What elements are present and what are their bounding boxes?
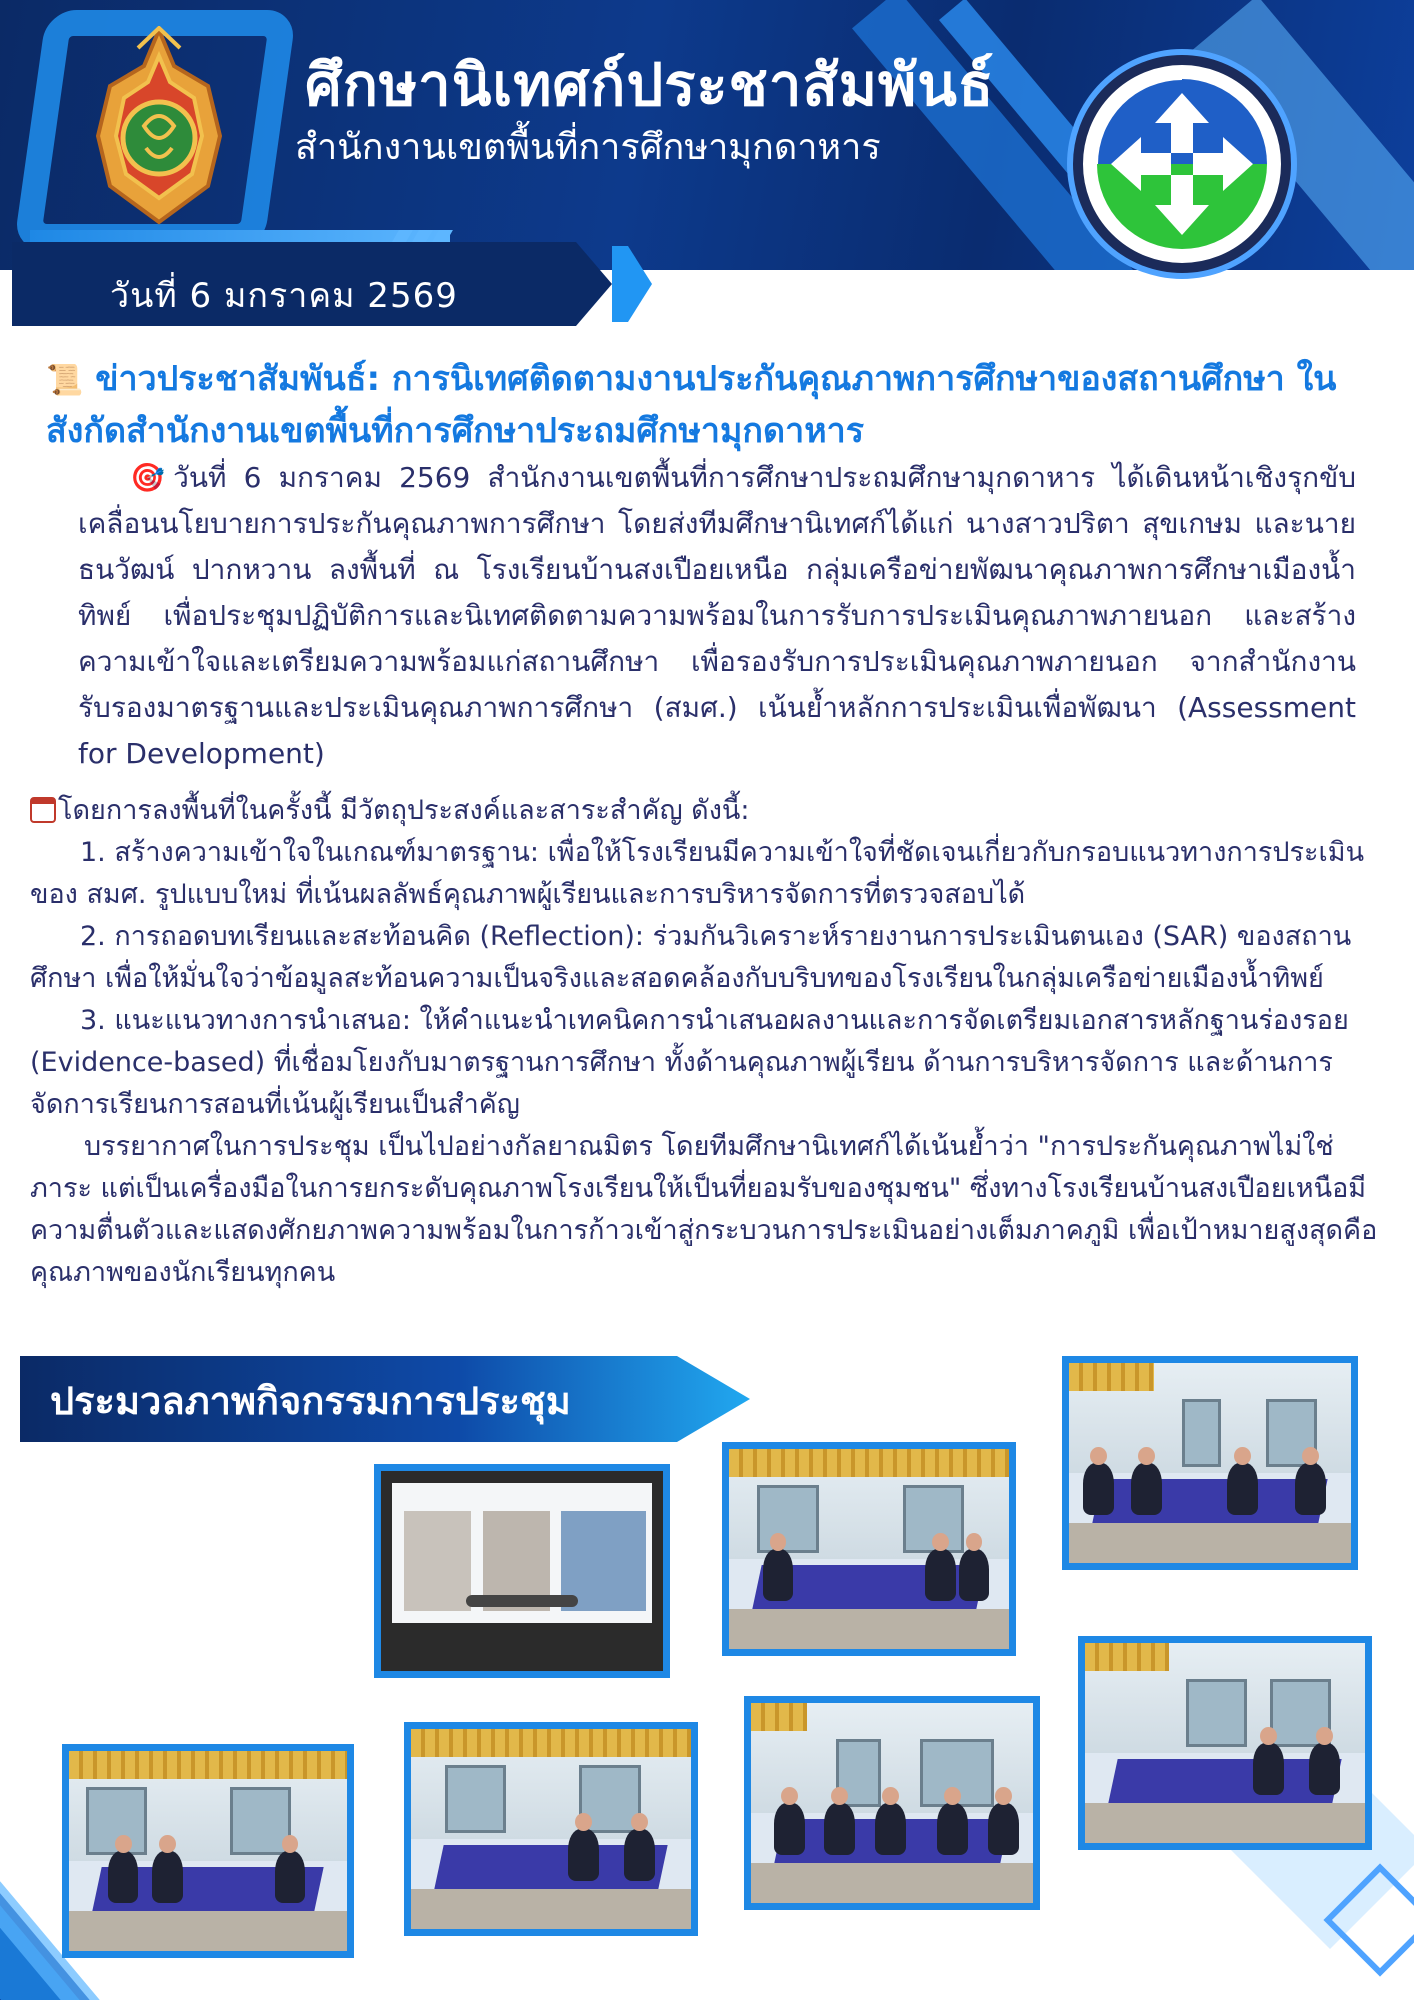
meeting-photo <box>1062 1356 1358 1570</box>
lead-paragraph <box>78 455 1356 777</box>
page-subtitle: สำนักงานเขตพื้นที่การศึกษามุกดาหาร <box>295 127 881 168</box>
page-title: ศึกษานิเทศก์ประชาสัมพันธ์ <box>305 51 995 119</box>
objective-item: 2. การถอดบทเรียนและสะท้อนคิด (Reflection): ร่วมกันวิเคราะห์รายงานการประเมินตนเอง (SAR) ของสถานศึกษา เพื่อให้มั่นใจว่าข้อมูลสะท้อนความเป็นจริงและสอดคล้องกับบริบทของโรงเรียนในกลุ่มเครือข่ายเมืองน้ำทิพย์ <box>30 921 1352 994</box>
target-icon: 🎯 <box>130 461 174 494</box>
meeting-photo <box>722 1442 1016 1656</box>
objective-item: 1. สร้างความเข้าใจในเกณฑ์มาตรฐาน: เพื่อให้โรงเรียนมีความเข้าใจที่ชัดเจนเกี่ยวกับกรอบแนวทางการประเมินของ สมศ. รูปแบบใหม่ ที่เน้นผลลัพธ์คุณภาพผู้เรียนและการบริหารจัดการที่ตรวจสอบได้ <box>30 837 1365 910</box>
calendar-icon <box>30 797 56 823</box>
news-headline-text: ข่าวประชาสัมพันธ์: การนิเทศติดตามงานประกันคุณภาพการศึกษาของสถานศึกษา ในสังกัดสำนักงานเขตพื้นที่การศึกษาประถมศึกษามุกดาหาร <box>46 359 1337 451</box>
objective-item: 3. แนะแนวทางการนำเสนอ: ให้คำแนะนำเทคนิคการนำเสนอผลงานและการจัดเตรียมเอกสารหลักฐานร่องรอย (Evidence-based) ที่เชื่อมโยงกับมาตรฐานการศึกษา ทั้งด้านคุณภาพผู้เรียน ด้านการบริหารจัดการ และด้านการจัดการเรียนการสอนที่เน้นผู้เรียนเป็นสำคัญ <box>30 1005 1349 1120</box>
meeting-photo-video-call <box>374 1464 670 1678</box>
objectives-intro <box>30 790 1390 832</box>
meeting-photo <box>744 1696 1040 1910</box>
date-label: วันที่ 6 มกราคม 2569 <box>110 276 458 316</box>
meeting-photo <box>404 1722 698 1936</box>
scroll-icon: 📜 <box>46 363 84 398</box>
obec-emblem-icon <box>88 26 230 226</box>
lead-paragraph-text: วันที่ 6 มกราคม 2569 สำนักงานเขตพื้นที่การศึกษาประถมศึกษามุกดาหาร ได้เดินหน้าเชิงรุกขับเคลื่อนนโยบายการประกันคุณภาพการศึกษา โดยส่งทีมศึกษานิเทศก์ได้แก่ นางสาวปริตา สุขเกษม และนายธนวัฒน์ ปากหวาน ลงพื้นที่ ณ โรงเรียนบ้านสงเปือยเหนือ กลุ่มเครือข่ายพัฒนาคุณภาพการศึกษาเมืองน้ำทิพย์ เพื่อประชุมปฏิบัติการและนิเทศติดตามความพร้อมในการรับการประเมินคุณภาพภายนอก และสร้างความเข้าใจและเตรียมความพร้อมแก่สถานศึกษา เพื่อรองรับการประเมินคุณภาพภายนอก จากสำนักงานรับรองมาตรฐานและประเมินคุณภาพการศึกษา (สมศ.) เน้นย้ำหลักการประเมินเพื่อพัฒนา (Assessment for Development) <box>78 461 1356 770</box>
closing-paragraph: บรรยากาศในการประชุม เป็นไปอย่างกัลยาณมิตร โดยทีมศึกษานิเทศก์ได้เน้นย้ำว่า "การประกันคุณภาพไม่ใช่ภาระ แต่เป็นเครื่องมือในการยกระดับคุณภาพโรงเรียนให้เป็นที่ยอมรับของชุมชน" ซึ่งทางโรงเรียนบ้านสงเปือยเหนือมีความตื่นตัวและแสดงศักยภาพความพร้อมในการก้าวเข้าสู่กระบวนการประเมินอย่างเต็มภาคภูมิ เพื่อเป้าหมายสูงสุดคือคุณภาพของนักเรียนทุกคน <box>30 1131 1378 1288</box>
meeting-photo <box>62 1744 354 1958</box>
gallery-title: ประมวลภาพกิจกรรมการประชุม <box>50 1379 571 1423</box>
article-body <box>30 790 1390 1294</box>
objectives-intro-text: โดยการลงพื้นที่ในครั้งนี้ มีวัตถุประสงค์และสาระสำคัญ ดังนี้: <box>58 795 750 826</box>
news-headline <box>46 354 1376 456</box>
meeting-photo <box>1078 1636 1372 1850</box>
four-arrows-logo-icon <box>1073 55 1291 273</box>
